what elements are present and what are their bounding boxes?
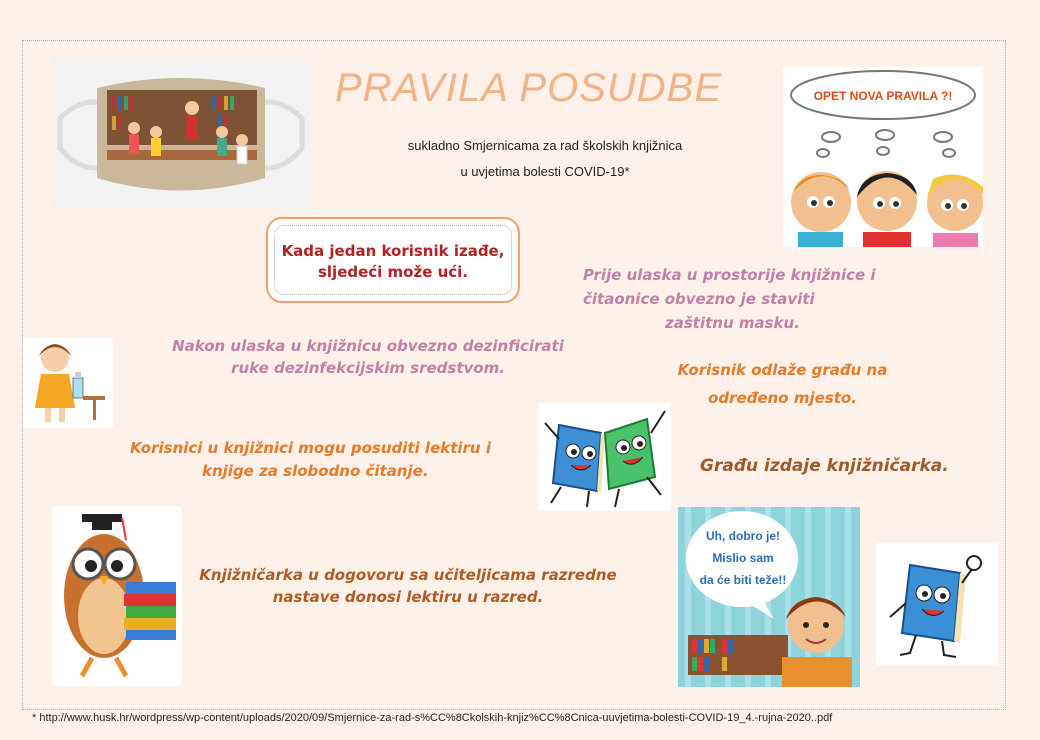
rule-place-line-2: određeno mjesto. xyxy=(708,389,857,407)
kids-bubble-text: OPET NOVA PRAVILA ?! xyxy=(813,89,953,103)
rule-disinfect-line-2: ruke dezinfekcijskim sredstvom. xyxy=(231,359,505,377)
rule-librarian-issues: Građu izdaje knjižničarka. xyxy=(700,456,949,476)
subtitle-line-1: sukladno Smjernicama za rad školskih knjižnica xyxy=(407,138,683,153)
rule-disinfect-line-1: Nakon ulaska u knjižnicu obvezno dezinficirati xyxy=(172,337,564,355)
relieved-boy-image xyxy=(678,507,860,687)
rule-mask xyxy=(583,263,893,335)
page-title: PRAVILA POSUDBE xyxy=(335,66,722,110)
rule-mask-line-3: zaštitnu masku. xyxy=(665,314,800,332)
subtitle xyxy=(380,133,710,185)
callout-text xyxy=(268,241,518,283)
thumbs-up-book-image xyxy=(876,543,998,665)
thinking-kids-image xyxy=(783,67,983,247)
rule-place xyxy=(670,356,895,412)
rule-disinfect xyxy=(163,335,573,379)
source-footnote: * http://www.husk.hr/wordpress/wp-content/uploads/2020/09/Smjernice-za-rad-s%CC%8Ckolskih-knjiz%CC%8Cnica-uuvjetima-bolesti-COVID-19_4.-rujna-2020..pdf xyxy=(32,712,833,724)
girl-disinfecting-hands-image xyxy=(23,338,113,428)
dancing-books-image xyxy=(539,403,671,511)
boy-bubble-text xyxy=(698,525,788,591)
rule-borrow-line-2: knjige za slobodno čitanje. xyxy=(202,462,429,480)
boy-bubble-line-1: Uh, dobro je! xyxy=(706,529,780,543)
rule-classroom xyxy=(188,564,628,608)
rule-borrow xyxy=(130,437,510,483)
rule-borrow-line-1: Korisnici u knjižnici mogu posuditi lektiru i xyxy=(130,439,491,457)
rule-mask-line-1: Prije ulaska u prostorije knjižnice i xyxy=(583,266,876,284)
owl-with-books-image xyxy=(52,506,182,686)
rule-mask-line-2: čitaonice obvezno je staviti xyxy=(583,290,815,308)
rule-classroom-line-1: Knjižničarka u dogovoru sa učiteljicama razredne xyxy=(199,566,617,584)
face-mask-library-image xyxy=(52,58,310,206)
callout-line-2: sljedeći može ući. xyxy=(317,263,469,281)
boy-bubble-line-3: da će biti teže!! xyxy=(699,573,787,587)
rule-classroom-line-2: nastave donosi lektiru u razred. xyxy=(272,588,544,606)
callout-line-1: Kada jedan korisnik izađe, xyxy=(281,242,505,260)
boy-bubble-line-2: Mislio sam xyxy=(712,551,774,565)
callout-box xyxy=(266,217,520,303)
subtitle-line-2: u uvjetima bolesti COVID-19* xyxy=(460,164,630,179)
rule-place-line-1: Korisnik odlaže građu na xyxy=(677,361,888,379)
